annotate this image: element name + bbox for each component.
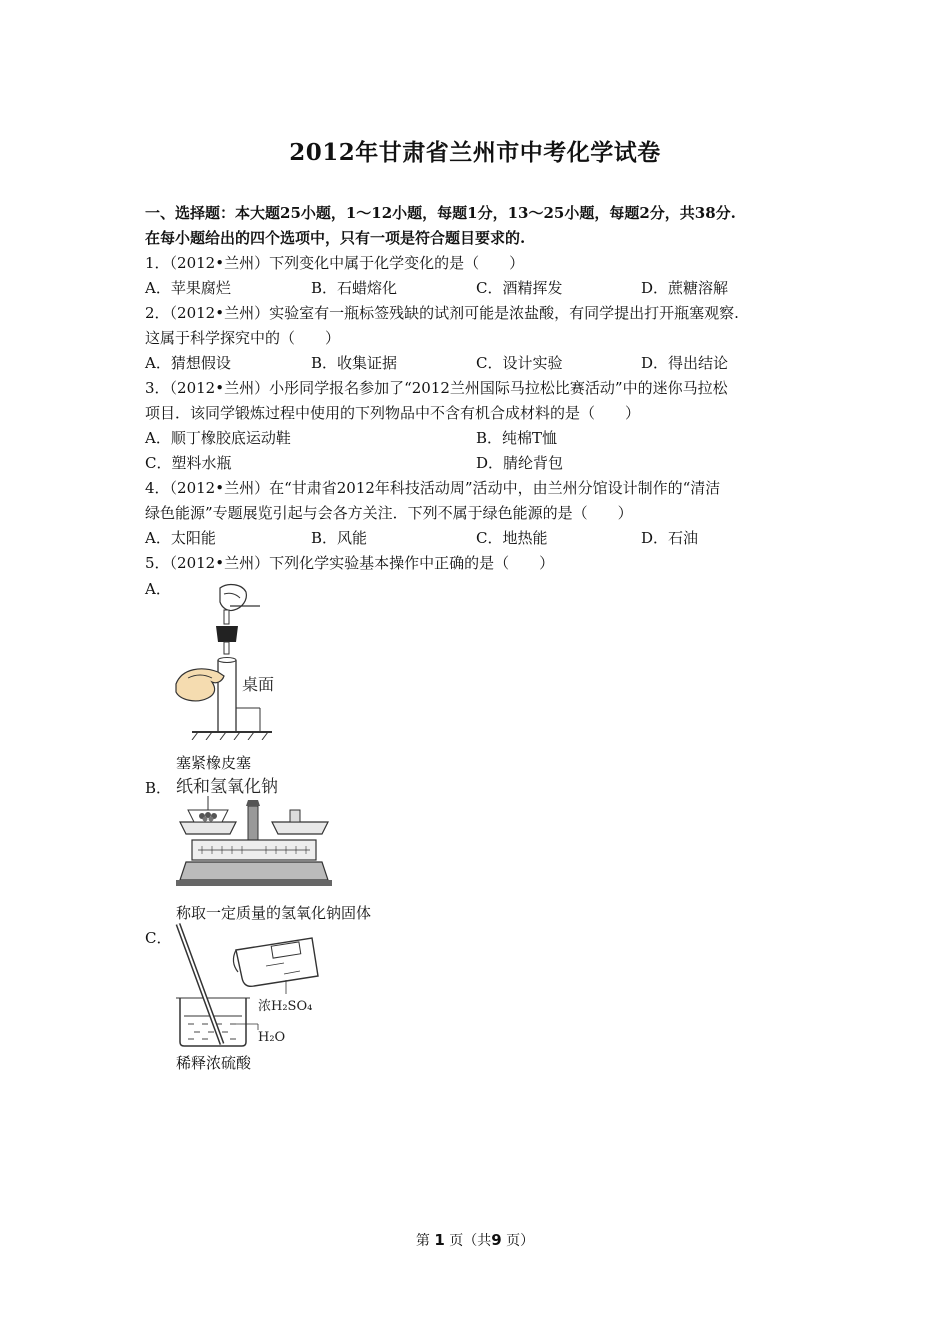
q3-option-c: C．塑料水瓶 [145,454,232,472]
q2-option-c: C．设计实验 [476,354,563,372]
q5-option-c-label: C． [145,929,172,947]
q5-option-a-caption: 塞紧橡皮塞 [176,754,252,772]
q2-stem-line1: 2．（2012•兰州）实验室有一瓶标签残缺的试剂可能是浓盐酸，有同学提出打开瓶塞观察. [145,304,739,322]
q3-stem-line1: 3．（2012•兰州）小彤同学报名参加了“2012兰州国际马拉松比赛活动”中的迷你马拉松 [145,379,728,397]
section-heading-line1: 一、选择题：本大题25小题，1～12小题，每题1分，13～25小题，每题2分，共38分. [145,204,736,222]
balance-figure-label: 纸和氢氧化钠 [176,777,278,797]
q1-option-b: B．石蜡熔化 [311,279,398,297]
q4-stem-line1: 4．（2012•兰州）在“甘肃省2012年科技活动周”活动中，由兰州分馆设计制作的“清洁 [145,479,721,497]
q3-option-d: D．腈纶背包 [476,454,564,472]
q3-option-a: A．顺丁橡胶底运动鞋 [145,429,291,447]
q3-stem-line2: 项目．该同学锻炼过程中使用的下列物品中不含有机合成材料的是（ ） [145,404,641,422]
q1-stem: 1．（2012•兰州）下列变化中属于化学变化的是（ ） [145,254,525,272]
q5-stem: 5．（2012•兰州）下列化学实验基本操作中正确的是（ ） [145,554,555,572]
q5-option-a-label: A． [145,580,171,598]
footer-middle: 页（共 [449,1233,492,1249]
q4-stem-line2: 绿色能源”专题展览引起与会各方关注．下列不属于绿色能源的是（ ） [145,504,633,522]
conc-sulfuric-acid-label: 浓H₂SO₄ [258,999,313,1014]
footer-total-pages: 9 [491,1231,502,1249]
q3-option-b: B．纯棉T恤 [476,429,558,447]
footer-prefix: 第 [415,1233,430,1249]
q4-option-c: C．地热能 [476,529,548,547]
q2-option-b: B．收集证据 [311,354,398,372]
q4-option-d: D．石油 [641,529,699,547]
table-surface-label: 桌面 [242,675,275,694]
q1-option-c: C．酒精挥发 [476,279,563,297]
q2-stem-line2: 这属于科学探究中的（ ） [145,329,341,347]
q5-option-c-caption: 稀释浓硫酸 [176,1054,252,1072]
balance-weighing-figure [172,770,332,900]
exam-title: 2012年甘肃省兰州市中考化学试卷 [289,139,661,166]
footer-suffix: 页） [506,1233,535,1249]
q1-option-d: D．蔗糖溶解 [641,279,729,297]
dilute-sulfuric-acid-figure [172,920,322,1050]
section-heading-line2: 在每小题给出的四个选项中，只有一项是符合题目要求的. [145,229,526,247]
q5-option-b-label: B． [145,779,172,797]
water-label: H₂O [258,1030,286,1045]
q1-option-a: A．苹果腐烂 [145,279,231,297]
footer-page-number: 1 [434,1231,445,1249]
q2-option-d: D．得出结论 [641,354,729,372]
stopper-insertion-figure [172,582,282,740]
q4-option-a: A．太阳能 [145,529,216,547]
q2-option-a: A．猜想假设 [145,354,231,372]
q4-option-b: B．风能 [311,529,368,547]
q5-option-b-caption: 称取一定质量的氢氧化钠固体 [176,904,372,922]
page-footer [0,1230,950,1250]
